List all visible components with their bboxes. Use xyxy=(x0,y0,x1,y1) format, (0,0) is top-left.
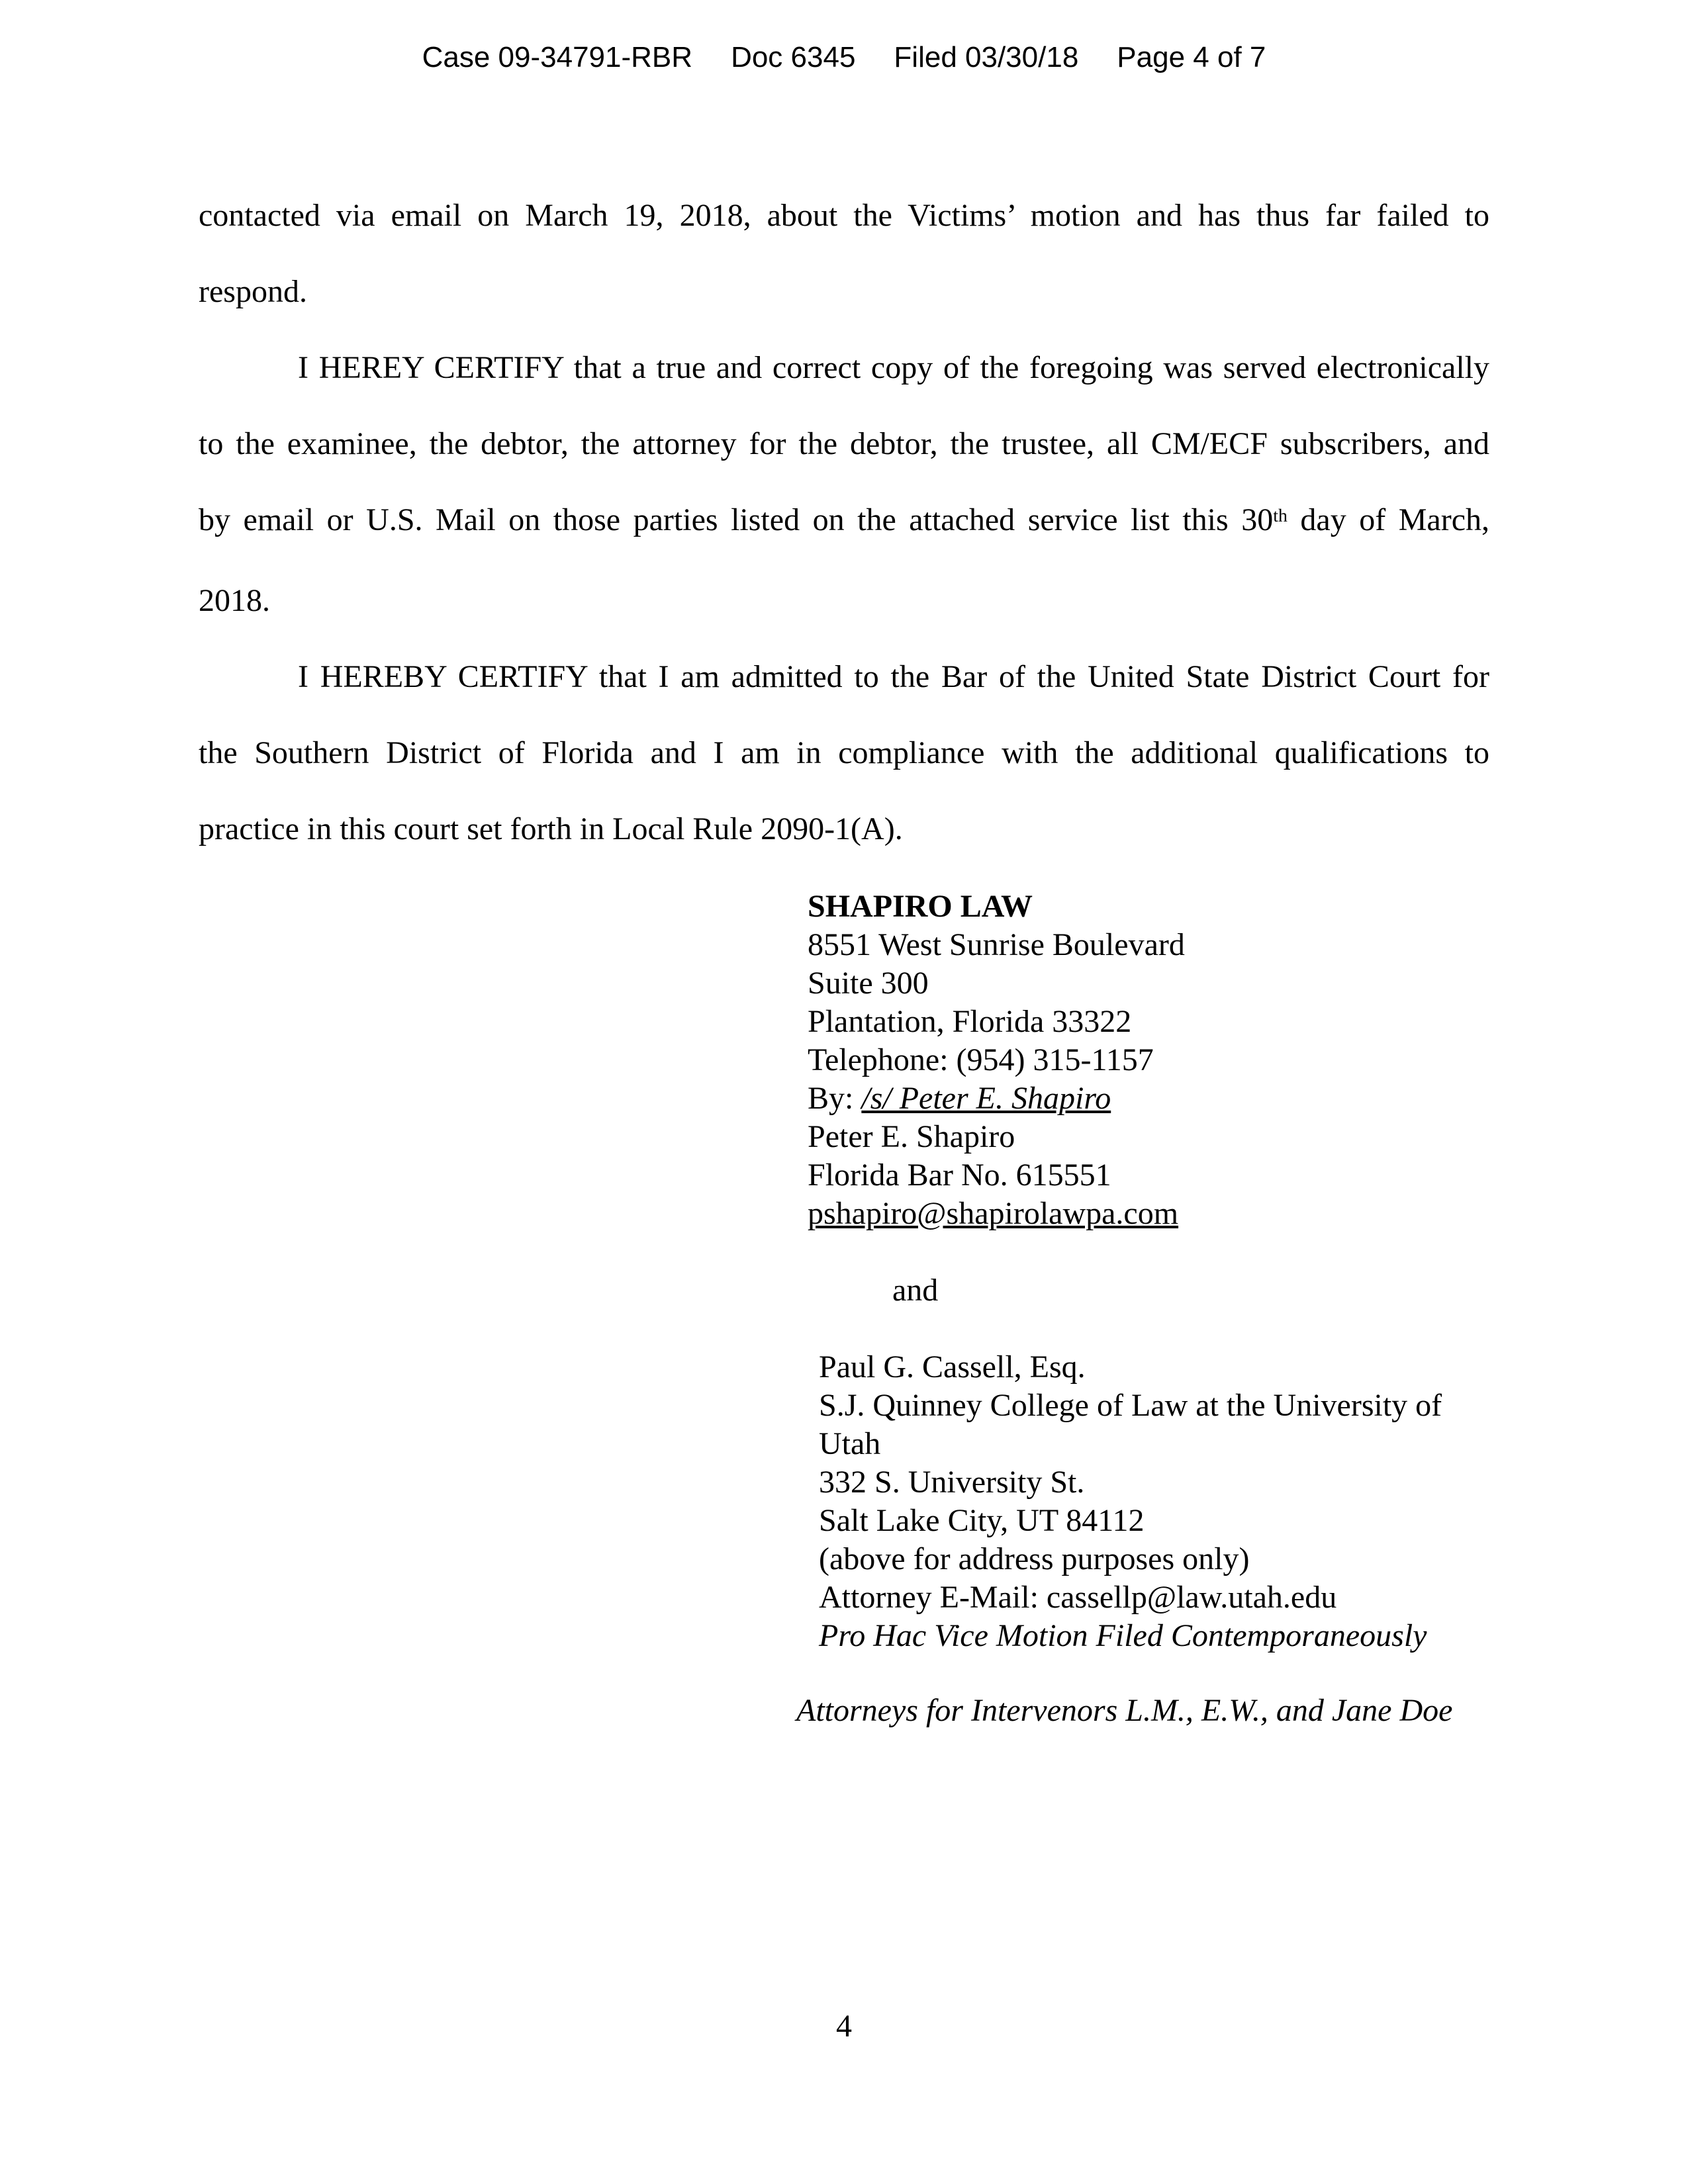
spacer xyxy=(808,1233,1442,1271)
filed-date: Filed 03/30/18 xyxy=(894,41,1079,73)
page-of: Page 4 of 7 xyxy=(1117,41,1266,73)
paragraph-1-line-2: respond. xyxy=(199,274,307,309)
firm-address-street: 8551 West Sunrise Boulevard xyxy=(808,927,1185,962)
paragraph-1-line-1: contacted via email on March 19, 2018, about the Victims’ motion and has thus far failed to xyxy=(199,198,1489,233)
service-list-text: by email or U.S. Mail on those parties listed on the attached service list this 30 xyxy=(199,502,1274,537)
page-number: 4 xyxy=(836,2009,852,2044)
pro-hac-vice-note: Pro Hac Vice Motion Filed Contemporaneously xyxy=(819,1618,1427,1653)
paragraph-3-line-3: practice in this court set forth in Local Rule 2090-1(A). xyxy=(199,811,903,846)
spacer xyxy=(808,1310,1442,1348)
firm-name: SHAPIRO LAW xyxy=(808,889,1033,924)
firm-telephone: Telephone: (954) 315-1157 xyxy=(808,1042,1154,1077)
paragraph-2-line-4: 2018. xyxy=(199,583,270,618)
case-number: Case 09-34791-RBR xyxy=(422,41,693,73)
ordinal-superscript: th xyxy=(1273,506,1288,527)
paragraph-3-line-2: the Southern District of Florida and I am in compliance with the additional qualifications to xyxy=(199,735,1489,770)
doc-number: Doc 6345 xyxy=(731,41,856,73)
signature-by-line xyxy=(808,1079,1442,1118)
attorney-email: pshapiro@shapirolawpa.com xyxy=(808,1196,1179,1231)
attorney-bar-number: Florida Bar No. 615551 xyxy=(808,1158,1111,1193)
paragraph-2-line-3 xyxy=(199,482,1489,563)
attorney-name: Peter E. Shapiro xyxy=(808,1119,1015,1154)
cocounsel-address-city: Salt Lake City, UT 84112 xyxy=(819,1503,1145,1538)
cocounsel-org-line-2: Utah xyxy=(819,1426,881,1461)
cocounsel-email: Attorney E-Mail: cassellp@law.utah.edu xyxy=(819,1580,1337,1615)
paragraph-2-line-1: I HEREY CERTIFY that a true and correct copy of the foregoing was served electronically xyxy=(298,350,1489,385)
day-of-march-text: day of March, xyxy=(1287,502,1490,537)
by-label: By: xyxy=(808,1081,862,1116)
cocounsel-address-street: 332 S. University St. xyxy=(819,1465,1085,1500)
firm-address-suite: Suite 300 xyxy=(808,966,929,1001)
signature-block xyxy=(808,887,1442,1655)
paragraph-3-line-1: I HEREBY CERTIFY that I am admitted to the Bar of the United State District Court for xyxy=(298,659,1489,694)
attorneys-for-line: Attorneys for Intervenors L.M., E.W., and Jane Doe xyxy=(796,1693,1453,1728)
cocounsel-name: Paul G. Cassell, Esq. xyxy=(819,1349,1086,1385)
cocounsel-address-note: (above for address purposes only) xyxy=(819,1541,1250,1576)
paragraph-2-line-2: to the examinee, the debtor, the attorney for the debtor, the trustee, all CM/ECF subscribers, and xyxy=(199,426,1489,461)
body-text xyxy=(199,177,1489,867)
firm-address-city: Plantation, Florida 33322 xyxy=(808,1004,1132,1039)
case-stamp-header xyxy=(0,41,1688,74)
conjunction-and: and xyxy=(892,1273,939,1308)
electronic-signature: /s/ Peter E. Shapiro xyxy=(861,1081,1111,1116)
cocounsel-org-line-1: S.J. Quinney College of Law at the University of xyxy=(819,1388,1442,1423)
